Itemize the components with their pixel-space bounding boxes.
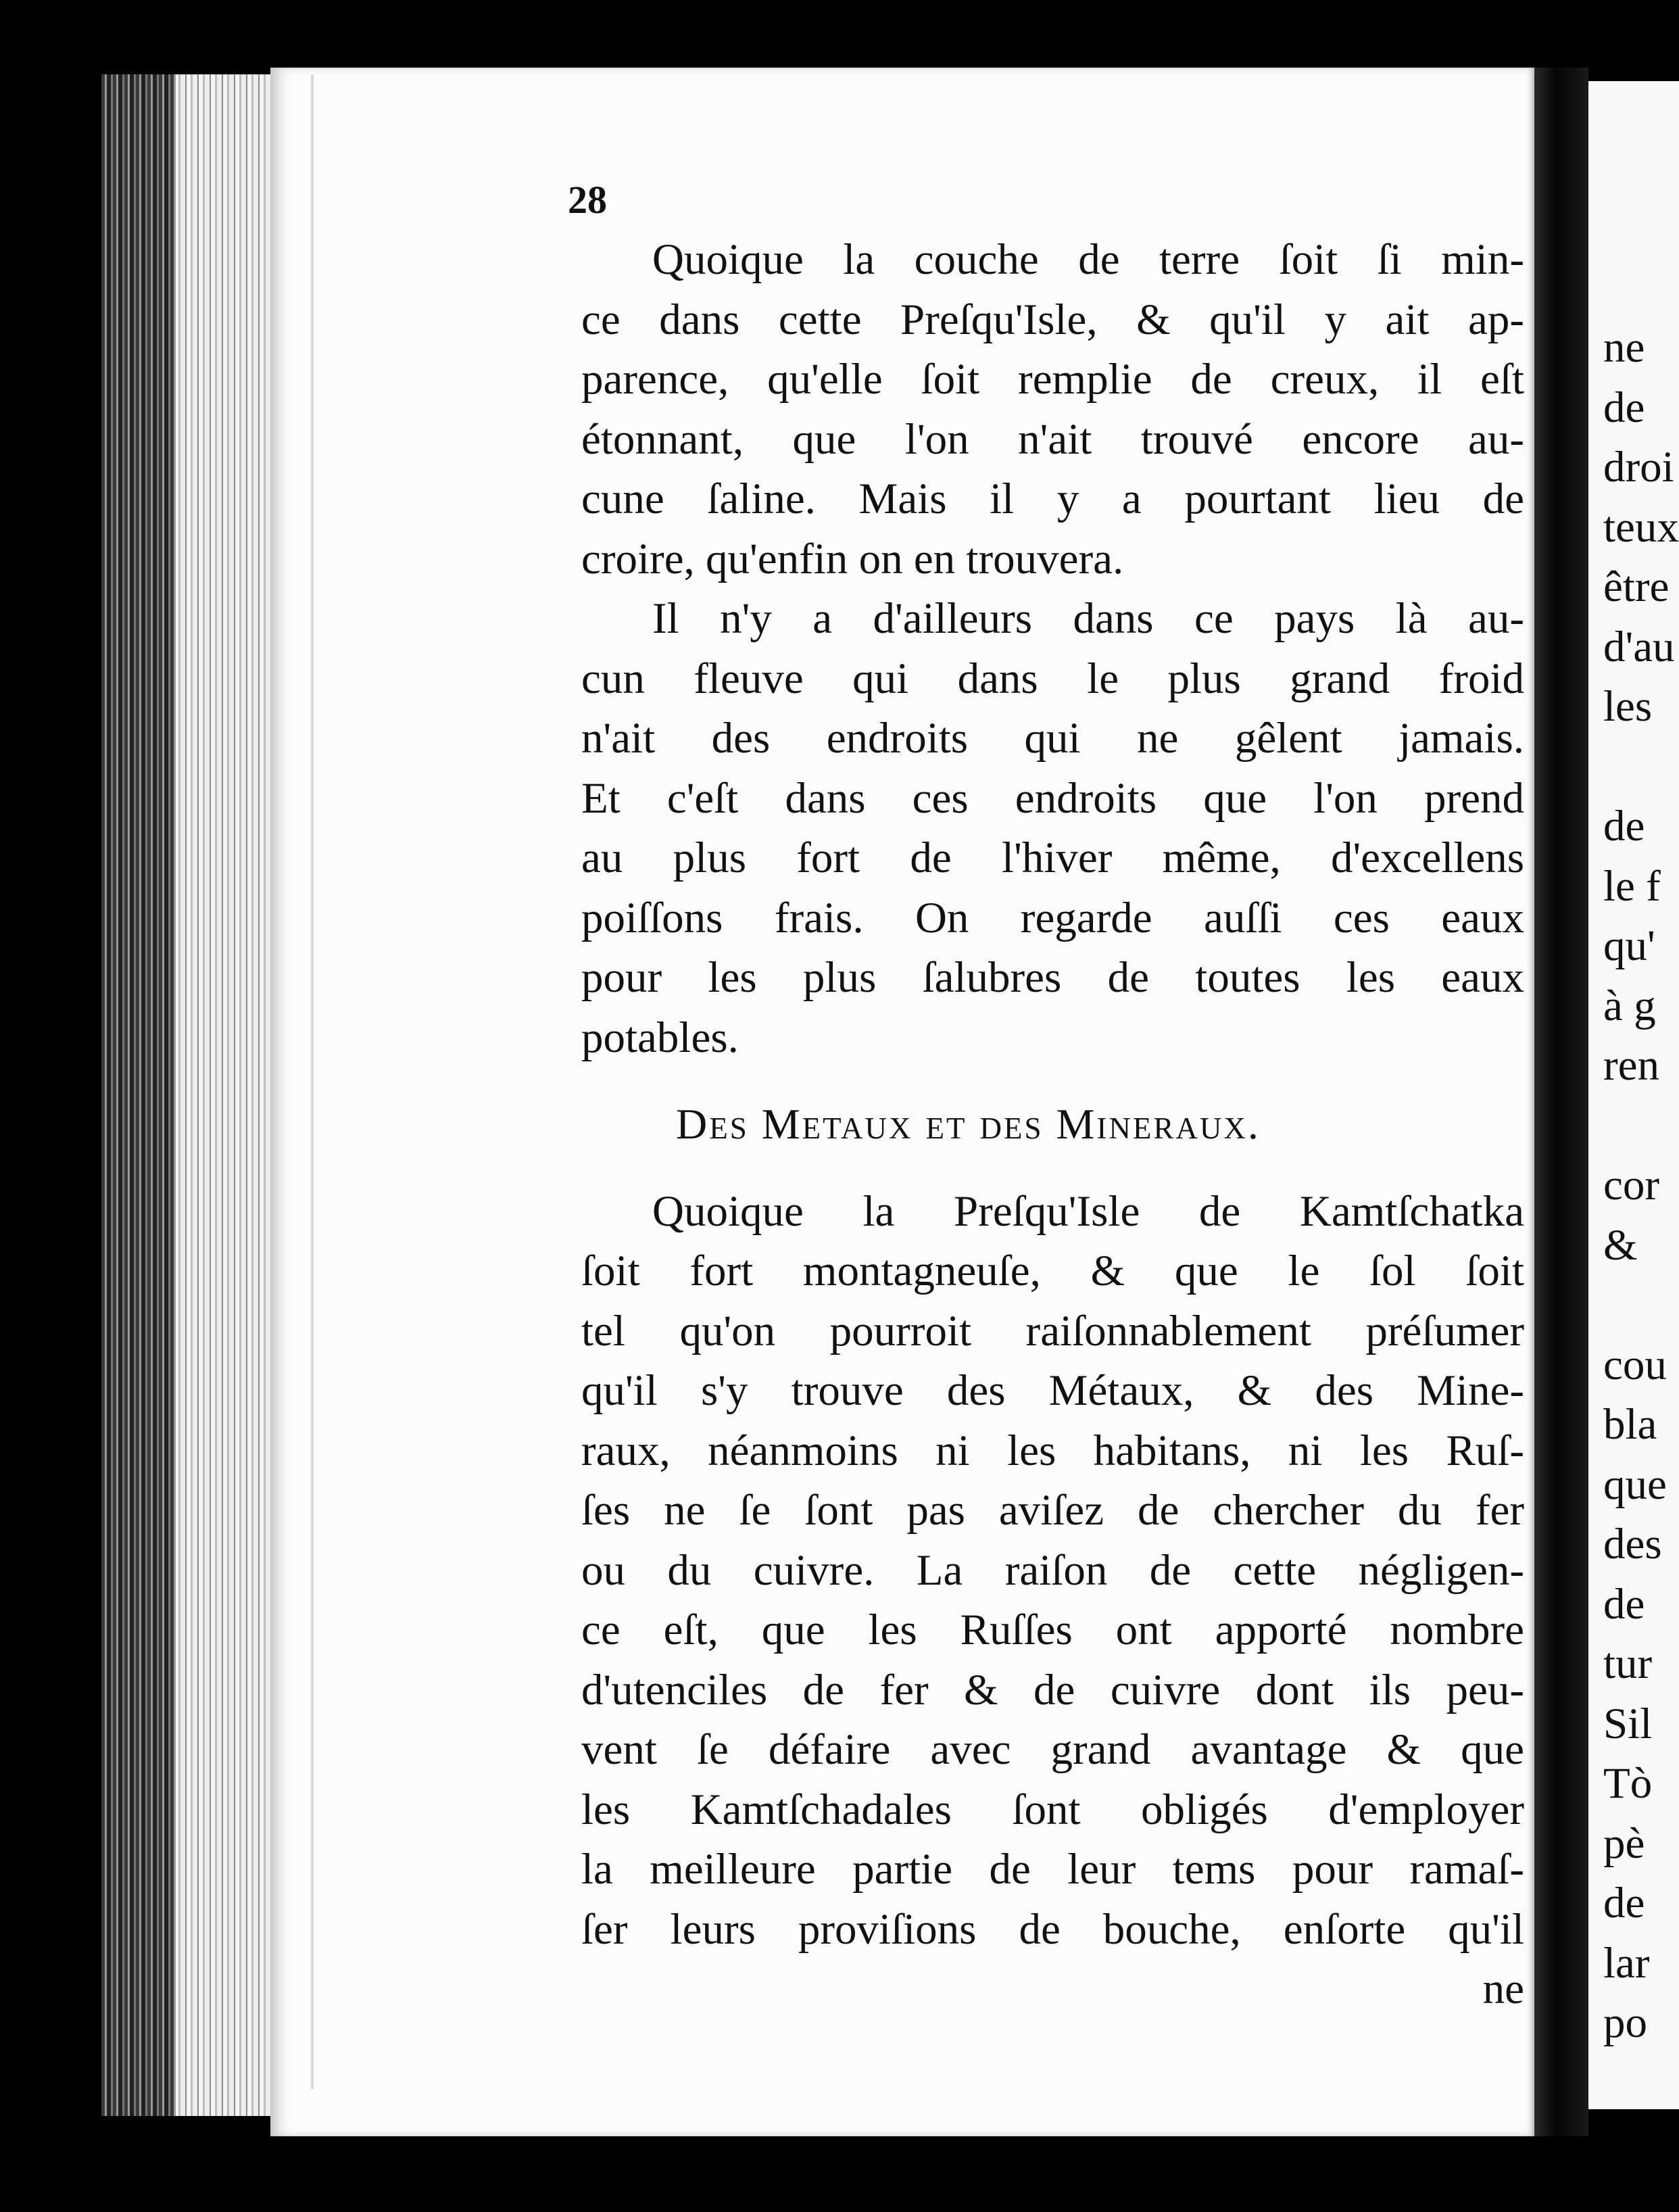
catchword: ne (1482, 1965, 1524, 2013)
text-line: ſes ne ſe ſont pas aviſez de chercher du fer (581, 1486, 1524, 1535)
facing-page-fragment: qu' (1603, 921, 1655, 970)
text-line: les Kamtſchadales ſont obligés d'employer (581, 1785, 1524, 1834)
facing-page-fragment: de (1603, 802, 1645, 850)
text-line: potables. (581, 1013, 739, 1062)
facing-page-fragment: les (1603, 682, 1653, 731)
page-fold-line (311, 74, 314, 2089)
text-line: vent ſe défaire avec grand avantage & que (581, 1725, 1524, 1774)
facing-page-fragment: & (1603, 1220, 1638, 1270)
facing-page-fragment: bla (1603, 1400, 1657, 1449)
text-line: la meilleure partie de leur tems pour ramaſ- (581, 1845, 1524, 1894)
facing-page-fragment: de (1603, 383, 1645, 432)
facing-page-fragment: po (1603, 1998, 1647, 2047)
facing-page (1588, 81, 1679, 2109)
facing-page-fragment: droi (1603, 443, 1674, 491)
text-line: croire, qu'enfin on en trouvera. (581, 534, 1124, 583)
text-line: Quoique la Preſqu'Isle de Kamtſchatka (652, 1186, 1524, 1236)
facing-page-fragment: Tò (1603, 1759, 1653, 1808)
facing-page-fragment: Sil (1603, 1699, 1653, 1748)
text-line: ſoit fort montagneuſe, & que le ſol ſoit (581, 1247, 1524, 1295)
facing-page-fragment (1603, 737, 1679, 797)
facing-page-fragment: d'au (1603, 622, 1675, 671)
page-number: 28 (568, 178, 607, 222)
facing-page-fragment: teux (1603, 502, 1679, 552)
text-line: tel qu'on pourroit raiſonnablement préſumer (581, 1306, 1524, 1355)
page-body-text (581, 230, 1524, 2019)
facing-page-fragment (1603, 1275, 1679, 1335)
facing-page-fragment (1603, 1096, 1679, 1156)
text-line: d'utenciles de fer & de cuivre dont ils peu- (581, 1665, 1524, 1714)
facing-page-fragment: des (1603, 1520, 1662, 1568)
text-line: étonnant, que l'on n'ait trouvé encore au- (581, 414, 1524, 464)
text-line: parence, qu'elle ſoit remplie de creux, il eſt (581, 355, 1524, 404)
facing-page-fragment: que (1603, 1460, 1667, 1509)
text-line: ſer leurs proviſions de bouche, enſorte qu'il (581, 1904, 1524, 1954)
text-line: Et c'eſt dans ces endroits que l'on prend (581, 773, 1524, 823)
text-line: poiſſons frais. On regarde auſſi ces eaux (581, 893, 1524, 942)
text-line: cune ſaline. Mais il y a pourtant lieu de (581, 475, 1524, 523)
facing-page-text (1603, 318, 1679, 2053)
facing-page-fragment: le f (1603, 861, 1661, 911)
text-line: ou du cuivre. La raiſon de cette négligen- (581, 1545, 1524, 1595)
text-line: cun fleuve qui dans le plus grand froid (581, 654, 1524, 703)
facing-page-fragment: cou (1603, 1340, 1667, 1389)
facing-page-fragment: tur (1603, 1639, 1653, 1688)
text-line: Quoique la couche de terre ſoit ſi min- (652, 235, 1524, 284)
text-line: raux, néanmoins ni les habitans, ni les Ruſ- (581, 1426, 1524, 1475)
facing-page-fragment: de (1603, 1579, 1645, 1629)
text-line: ce eſt, que les Ruſſes ont apporté nombre (581, 1606, 1524, 1654)
facing-page-fragment: être (1603, 562, 1670, 611)
text-line: pour les plus ſalubres de toutes les eaux (581, 953, 1524, 1002)
text-line: qu'il s'y trouve des Métaux, & des Mine- (581, 1366, 1524, 1415)
section-heading: Des Metaux et des Mineraux. (676, 1100, 1261, 1148)
facing-page-fragment: cor (1603, 1161, 1659, 1209)
text-line: au plus fort de l'hiver même, d'excellens (581, 834, 1524, 882)
book-gutter (1534, 68, 1588, 2136)
facing-page-fragment: pè (1603, 1819, 1645, 1868)
text-line: Il n'y a d'ailleurs dans ce pays là au- (652, 594, 1524, 643)
facing-page-fragment: ren (1603, 1041, 1659, 1090)
facing-page-fragment: de (1603, 1879, 1645, 1927)
facing-page-fragment: lar (1603, 1938, 1650, 1988)
facing-page-fragment: à g (1603, 981, 1656, 1030)
facing-page-fragment: ne (1603, 323, 1645, 372)
book-edge-shadow (101, 74, 176, 2116)
text-line: ce dans cette Preſqu'Isle, & qu'il y ait ap- (581, 295, 1524, 344)
text-line: n'ait des endroits qui ne gêlent jamais. (581, 714, 1524, 763)
